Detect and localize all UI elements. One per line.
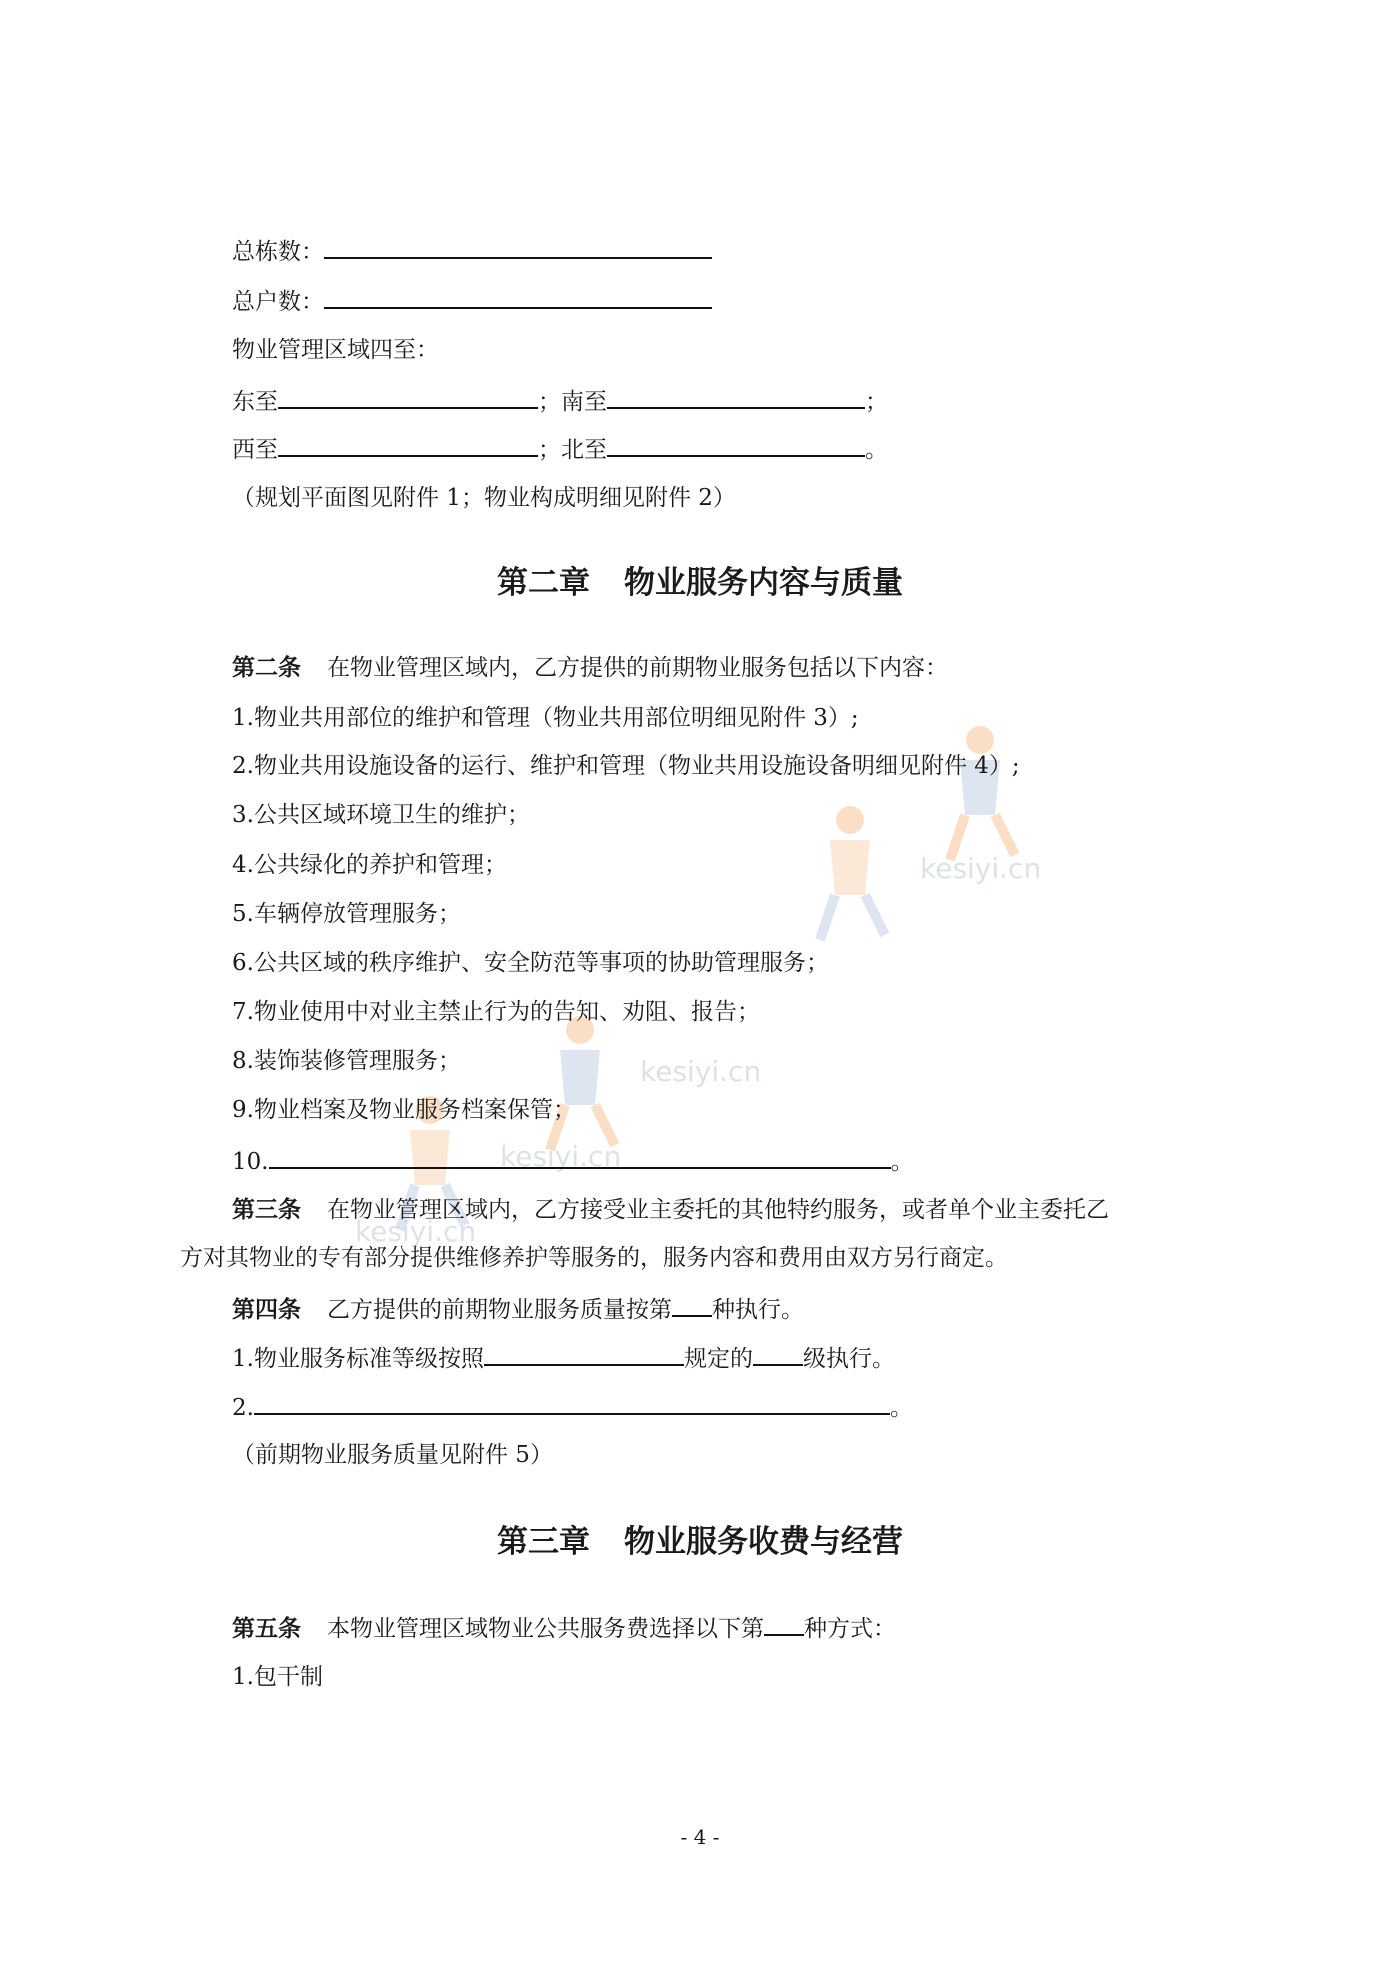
article5-label: 第五条	[232, 1615, 301, 1642]
semicolon: ；	[865, 389, 888, 415]
east-label: 东至	[232, 389, 278, 415]
quality1-row	[232, 1342, 895, 1374]
list-item: 4.公共绿化的养护和管理；	[232, 852, 507, 878]
quality2-prefix: 2.	[232, 1395, 254, 1421]
chapter2-number: 第二章	[497, 565, 590, 601]
total-buildings-row	[232, 235, 712, 267]
list-item: 8.装饰装修管理服务；	[232, 1048, 461, 1074]
attachment-note: （规划平面图见附件 1；物业构成明细见附件 2）	[232, 485, 736, 511]
article3-line1	[232, 1195, 1109, 1225]
chapter3-title: 物业服务收费与经营	[624, 1524, 903, 1560]
fee-method-item: 1.包干制	[232, 1664, 323, 1690]
article3-text-1: 在物业管理区域内，乙方接受业主委托的其他特约服务，或者单个业主委托乙	[327, 1197, 1109, 1223]
article4	[232, 1293, 804, 1325]
quality-note: （前期物业服务质量见附件 5）	[232, 1442, 553, 1468]
watermark-text: kesiyi.cn	[920, 852, 1042, 885]
list-item: 1.物业共用部位的维护和管理（物业共用部位明细见附件 3）;	[232, 705, 859, 731]
quality1-text-a: 1.物业服务标准等级按照	[232, 1346, 484, 1372]
article3-label: 第三条	[232, 1196, 301, 1223]
total-households-label: 总户数：	[232, 289, 324, 315]
west-blank[interactable]	[278, 433, 538, 457]
watermark-figure-icon	[520, 1010, 640, 1160]
chapter2-heading	[0, 563, 1400, 603]
article2-label: 第二条	[232, 654, 301, 681]
article4-label: 第四条	[232, 1296, 301, 1323]
watermark-figure-icon	[790, 800, 910, 950]
east-blank[interactable]	[278, 385, 538, 409]
watermark-figure-icon	[920, 720, 1040, 870]
article5-text-a: 本物业管理区域物业公共服务费选择以下第	[327, 1616, 764, 1642]
article4-text-a: 乙方提供的前期物业服务质量按第	[327, 1297, 672, 1323]
item10-prefix: 10.	[232, 1149, 269, 1175]
article4-blank[interactable]	[672, 1293, 712, 1317]
list-item: 5.车辆停放管理服务；	[232, 901, 461, 927]
quality2-row	[232, 1391, 913, 1423]
quality1-text-b: 规定的	[683, 1346, 753, 1372]
list-item: 9.物业档案及物业服务档案保管；	[232, 1097, 576, 1123]
list-item: 2.物业共用设施设备的运行、维护和管理（物业共用设施设备明细见附件 4）;	[232, 753, 1020, 779]
article5-text-b: 种方式：	[804, 1616, 896, 1642]
chapter3-number: 第三章	[497, 1524, 590, 1560]
south-label: ；南至	[538, 389, 607, 415]
watermark-text: kesiyi.cn	[500, 1140, 622, 1173]
list-item: 3.公共区域环境卫生的维护；	[232, 802, 530, 828]
page-number: - 4 -	[680, 1825, 720, 1849]
quality1-blank-level[interactable]	[753, 1342, 803, 1366]
chapter3-heading	[0, 1522, 1400, 1562]
article2	[232, 653, 948, 683]
total-households-row	[232, 285, 712, 317]
north-label: ；北至	[538, 437, 607, 463]
list-item: 6.公共区域的秩序维护、安全防范等事项的协助管理服务；	[232, 950, 829, 976]
article3-line2: 方对其物业的专有部分提供维修养护等服务的，服务内容和费用由双方另行商定。	[180, 1245, 1008, 1271]
quality2-blank[interactable]	[254, 1391, 890, 1415]
area-bounds-label: 物业管理区域四至：	[232, 337, 439, 363]
north-blank[interactable]	[607, 433, 865, 457]
chapter2-title: 物业服务内容与质量	[624, 565, 903, 601]
article2-text: 在物业管理区域内，乙方提供的前期物业服务包括以下内容：	[327, 655, 948, 681]
item10-row	[232, 1145, 914, 1177]
east-south-row	[232, 385, 888, 417]
article4-text-b: 种执行。	[712, 1297, 804, 1323]
total-households-blank[interactable]	[324, 285, 712, 309]
total-buildings-label: 总栋数：	[232, 239, 324, 265]
watermark-text: kesiyi.cn	[355, 1215, 477, 1248]
list-item: 7.物业使用中对业主禁止行为的告知、劝阻、报告；	[232, 999, 760, 1025]
quality1-text-c: 级执行。	[802, 1346, 895, 1372]
west-north-row	[232, 433, 888, 465]
watermark-text: kesiyi.cn	[640, 1055, 762, 1088]
period: 。	[865, 437, 888, 463]
west-label: 西至	[232, 437, 278, 463]
period: 。	[889, 1395, 913, 1421]
total-buildings-blank[interactable]	[324, 235, 712, 259]
south-blank[interactable]	[607, 385, 865, 409]
article5-blank[interactable]	[764, 1612, 804, 1636]
item10-blank[interactable]	[269, 1145, 891, 1169]
quality1-blank-standard[interactable]	[484, 1342, 684, 1366]
period: 。	[890, 1149, 914, 1175]
article5	[232, 1612, 896, 1644]
